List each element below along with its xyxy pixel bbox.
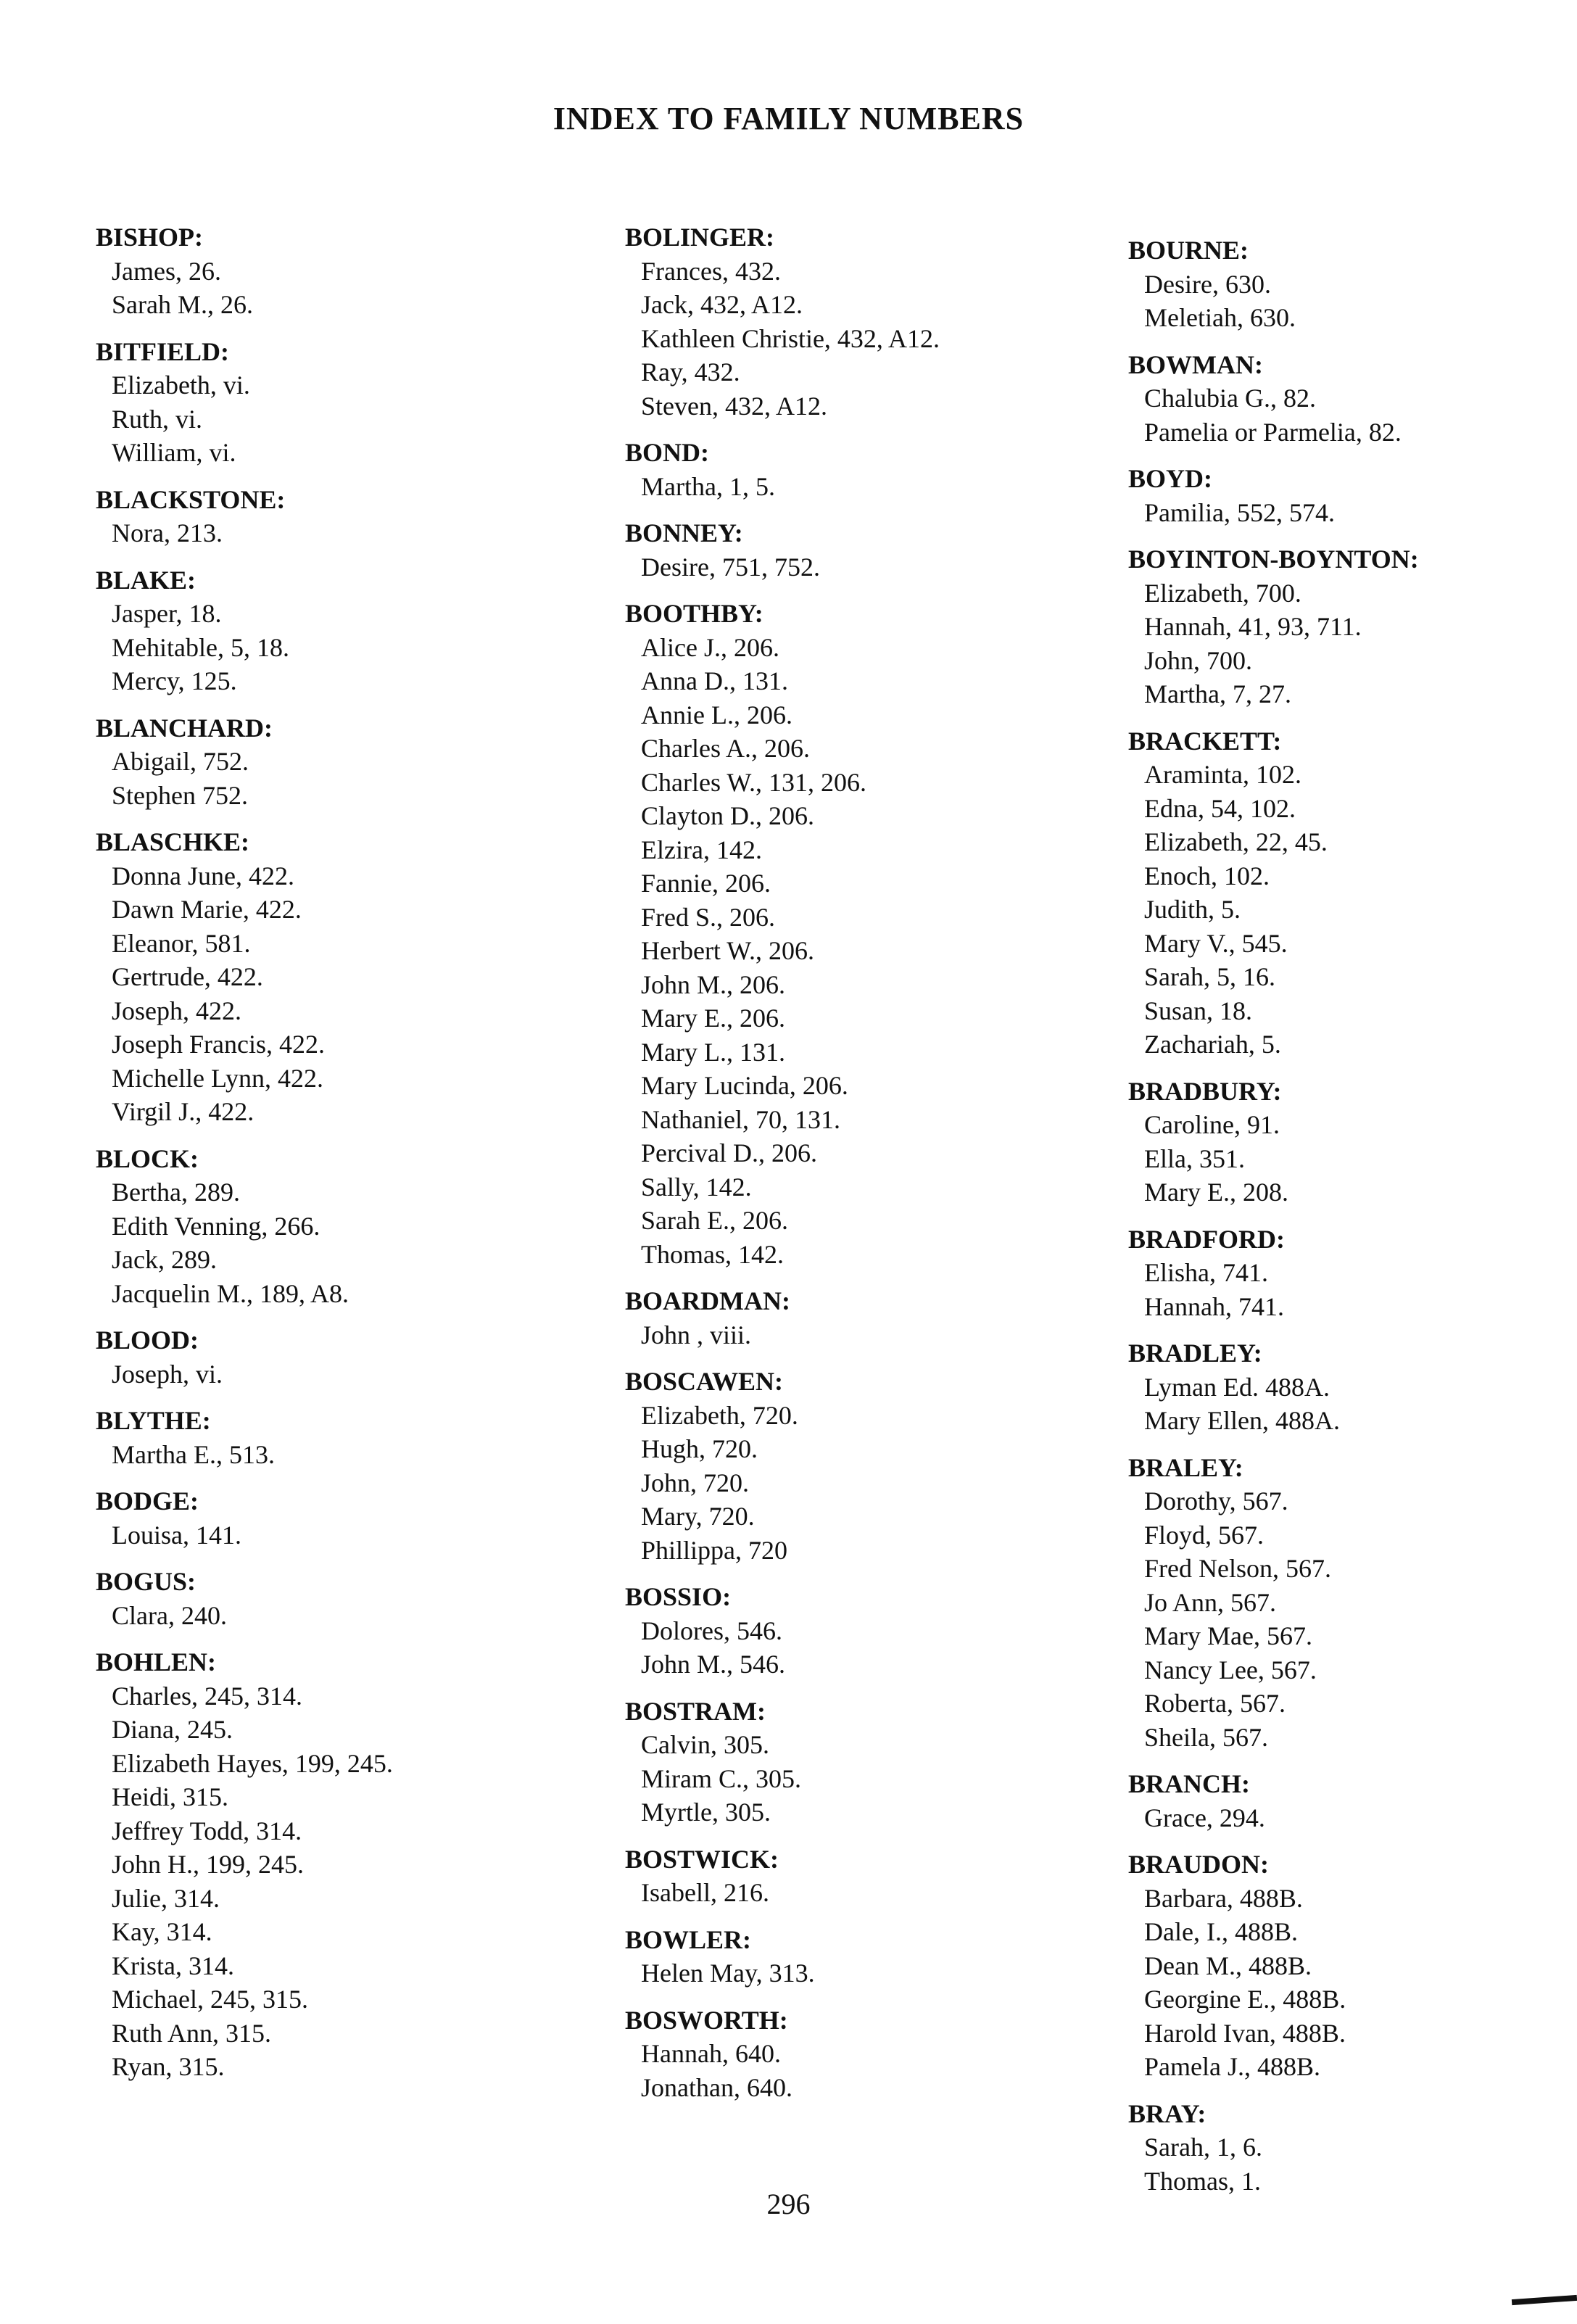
surname-heading: BOARDMAN: bbox=[625, 1286, 790, 1315]
surname-group bbox=[96, 335, 574, 470]
index-entry: Susan, 18. bbox=[1144, 996, 1253, 1025]
surname-group bbox=[96, 825, 574, 1129]
index-entry: Mary E., 206. bbox=[641, 1004, 785, 1033]
surname-group bbox=[1128, 2097, 1563, 2199]
surname-heading: BITFIELD: bbox=[96, 336, 230, 366]
page-number: 296 bbox=[766, 2188, 811, 2220]
surname-group bbox=[625, 1923, 1089, 1990]
index-entry: Kathleen Christie, 432, A12. bbox=[641, 323, 940, 353]
index-entry: Fred Nelson, 567. bbox=[1144, 1554, 1331, 1583]
surname-group bbox=[96, 1323, 574, 1391]
surname-group bbox=[1128, 1848, 1563, 2084]
surname-heading: BRAUDON: bbox=[1128, 1850, 1269, 1879]
index-entry: Herbert W., 206. bbox=[641, 936, 814, 965]
index-entry: Abigail, 752. bbox=[112, 747, 249, 776]
index-entry: Ella, 351. bbox=[1144, 1144, 1245, 1173]
surname-heading: BLAKE: bbox=[96, 565, 196, 595]
index-entry: Joseph, vi. bbox=[112, 1359, 223, 1389]
index-entry: Meletiah, 630. bbox=[1144, 303, 1296, 332]
index-entry: Eleanor, 581. bbox=[112, 928, 251, 958]
surname-heading: BOSCAWEN: bbox=[625, 1367, 784, 1396]
index-entry: Elizabeth, vi. bbox=[112, 371, 250, 400]
surname-group bbox=[1128, 1223, 1563, 1324]
index-entry: John , viii. bbox=[641, 1320, 752, 1349]
surname-group bbox=[625, 1365, 1089, 1567]
surname-heading: BOGUS: bbox=[96, 1567, 196, 1596]
index-entry: Julie, 314. bbox=[112, 1883, 220, 1913]
surname-group bbox=[1128, 1336, 1563, 1438]
index-entry: Michael, 245, 315. bbox=[112, 1985, 308, 2014]
index-entry: Mary, 720. bbox=[641, 1502, 755, 1531]
index-entry: Elizabeth, 700. bbox=[1144, 578, 1301, 608]
index-entry: Louisa, 141. bbox=[112, 1520, 241, 1550]
index-entry: Georgine E., 488B. bbox=[1144, 1985, 1346, 2014]
index-entry: Jack, 432, A12. bbox=[641, 290, 803, 319]
index-entry: Nora, 213. bbox=[112, 518, 223, 547]
surname-heading: BRADBURY: bbox=[1128, 1076, 1282, 1106]
index-entry: Dale, I., 488B. bbox=[1144, 1917, 1298, 1946]
index-entry: Ruth Ann, 315. bbox=[112, 2018, 272, 2048]
index-column-3 bbox=[1128, 233, 1563, 2211]
surname-heading: BLACKSTONE: bbox=[96, 484, 286, 514]
index-entry: Steven, 432, A12. bbox=[641, 391, 827, 421]
index-entry: Sarah M., 26. bbox=[112, 290, 253, 319]
surname-group bbox=[96, 711, 574, 813]
index-entry: Kay, 314. bbox=[112, 1917, 212, 1946]
index-entry: Elizabeth, 720. bbox=[641, 1400, 798, 1430]
index-entry: William, vi. bbox=[112, 438, 236, 467]
surname-heading: BOOTHBY: bbox=[625, 599, 763, 628]
surname-group bbox=[96, 1565, 574, 1632]
surname-heading: BODGE: bbox=[96, 1486, 199, 1515]
surname-group bbox=[96, 220, 574, 322]
surname-group bbox=[625, 436, 1089, 503]
surname-heading: BRAY: bbox=[1128, 2098, 1206, 2128]
index-entry: Mercy, 125. bbox=[112, 666, 237, 695]
index-entry: Barbara, 488B. bbox=[1144, 1883, 1303, 1913]
index-entry: John, 720. bbox=[641, 1468, 750, 1497]
index-entry: Jack, 289. bbox=[112, 1245, 217, 1274]
index-entry: Martha E., 513. bbox=[112, 1439, 275, 1469]
index-entry: Zachariah, 5. bbox=[1144, 1030, 1281, 1059]
surname-group bbox=[96, 1142, 574, 1311]
index-entry: Harold Ivan, 488B. bbox=[1144, 2018, 1346, 2048]
index-entry: Dawn Marie, 422. bbox=[112, 895, 302, 924]
index-entry: Pamilia, 552, 574. bbox=[1144, 497, 1335, 527]
index-entry: Edith Venning, 266. bbox=[112, 1211, 320, 1241]
index-entry: Hannah, 741. bbox=[1144, 1291, 1284, 1321]
index-entry: Nathaniel, 70, 131. bbox=[641, 1104, 840, 1134]
index-entry: Myrtle, 305. bbox=[641, 1798, 771, 1827]
index-entry: Grace, 294. bbox=[1144, 1803, 1265, 1832]
surname-group bbox=[625, 1580, 1089, 1682]
index-entry: Desire, 630. bbox=[1144, 269, 1271, 299]
surname-group bbox=[1128, 724, 1563, 1062]
index-entry: Judith, 5. bbox=[1144, 895, 1241, 924]
index-entry: Helen May, 313. bbox=[641, 1959, 815, 1988]
index-entry: Donna June, 422. bbox=[112, 861, 294, 890]
surname-group bbox=[1128, 233, 1563, 335]
index-entry: John M., 206. bbox=[641, 969, 786, 999]
index-entry: Ray, 432. bbox=[641, 357, 740, 386]
index-entry: Mary Mae, 567. bbox=[1144, 1621, 1312, 1650]
index-entry: Elzira, 142. bbox=[641, 835, 762, 864]
index-entry: Mary V., 545. bbox=[1144, 928, 1288, 958]
surname-group bbox=[96, 563, 574, 698]
surname-heading: BOLINGER: bbox=[625, 223, 775, 252]
index-entry: Heidi, 315. bbox=[112, 1782, 228, 1811]
index-entry: Sarah, 1, 6. bbox=[1144, 2133, 1262, 2162]
index-entry: Martha, 7, 27. bbox=[1144, 679, 1291, 708]
index-entry: Araminta, 102. bbox=[1144, 760, 1301, 789]
index-entry: Frances, 432. bbox=[641, 256, 781, 286]
index-entry: Charles W., 131, 206. bbox=[641, 767, 866, 797]
surname-group bbox=[625, 220, 1089, 423]
surname-heading: BRADLEY: bbox=[1128, 1339, 1262, 1368]
index-entry: Elisha, 741. bbox=[1144, 1258, 1268, 1287]
index-entry: John H., 199, 245. bbox=[112, 1850, 305, 1879]
surname-heading: BOWLER: bbox=[625, 1924, 752, 1954]
index-entry: Martha, 1, 5. bbox=[641, 471, 775, 501]
surname-heading: BOSTWICK: bbox=[625, 1844, 779, 1874]
index-entry: Caroline, 91. bbox=[1144, 1110, 1280, 1139]
index-entry: Miram C., 305. bbox=[641, 1763, 801, 1793]
index-column-1 bbox=[96, 220, 574, 2097]
index-entry: Chalubia G., 82. bbox=[1144, 384, 1316, 413]
index-entry: Thomas, 142. bbox=[641, 1239, 784, 1269]
index-entry: Diana, 245. bbox=[112, 1715, 233, 1744]
index-entry: Calvin, 305. bbox=[641, 1730, 769, 1759]
index-entry: Stephen 752. bbox=[112, 780, 248, 810]
index-entry: Mehitable, 5, 18. bbox=[112, 632, 289, 662]
index-entry: Charles, 245, 314. bbox=[112, 1681, 302, 1711]
index-entry: Sheila, 567. bbox=[1144, 1722, 1268, 1752]
index-entry: Fannie, 206. bbox=[641, 869, 771, 898]
index-entry: Mary Ellen, 488A. bbox=[1144, 1406, 1340, 1435]
index-entry: Hannah, 640. bbox=[641, 2039, 781, 2068]
index-entry: Jasper, 18. bbox=[112, 599, 222, 628]
index-entry: Dolores, 546. bbox=[641, 1616, 782, 1645]
scan-edge-mark bbox=[1512, 2295, 1577, 2305]
index-entry: Clayton D., 206. bbox=[641, 801, 814, 830]
index-entry: Clara, 240. bbox=[112, 1600, 227, 1630]
index-entry: James, 26. bbox=[112, 256, 221, 286]
index-entry: Pamela J., 488B. bbox=[1144, 2052, 1320, 2081]
surname-group bbox=[1128, 348, 1563, 450]
index-entry: Dorothy, 567. bbox=[1144, 1486, 1288, 1515]
index-entry: Percival D., 206. bbox=[641, 1138, 817, 1167]
index-entry: Sally, 142. bbox=[641, 1172, 752, 1202]
index-entry: Mary Lucinda, 206. bbox=[641, 1071, 848, 1100]
surname-heading: BLYTHE: bbox=[96, 1406, 211, 1435]
index-entry: Ruth, vi. bbox=[112, 404, 203, 434]
index-entry: Phillippa, 720 bbox=[641, 1535, 788, 1565]
surname-group bbox=[625, 1284, 1089, 1352]
index-entry: Hugh, 720. bbox=[641, 1434, 758, 1463]
surname-group bbox=[1128, 542, 1563, 711]
surname-group bbox=[625, 1695, 1089, 1829]
index-entry: Sarah E., 206. bbox=[641, 1206, 788, 1235]
surname-heading: BOYD: bbox=[1128, 464, 1212, 493]
surname-heading: BLANCHARD: bbox=[96, 713, 273, 743]
index-entry: Dean M., 488B. bbox=[1144, 1951, 1312, 1980]
index-entry: Elizabeth Hayes, 199, 245. bbox=[112, 1748, 393, 1778]
index-entry: Alice J., 206. bbox=[641, 632, 779, 662]
index-entry: Sarah, 5, 16. bbox=[1144, 962, 1275, 991]
index-entry: Isabell, 216. bbox=[641, 1878, 769, 1907]
index-entry: Roberta, 567. bbox=[1144, 1689, 1286, 1718]
surname-group bbox=[625, 1843, 1089, 1910]
index-entry: Anna D., 131. bbox=[641, 666, 788, 695]
index-entry: Mary L., 131. bbox=[641, 1037, 785, 1067]
surname-group bbox=[625, 516, 1089, 584]
surname-group bbox=[1128, 462, 1563, 529]
index-entry: Jo Ann, 567. bbox=[1144, 1587, 1277, 1617]
index-entry: Jeffrey Todd, 314. bbox=[112, 1816, 302, 1845]
surname-heading: BOYINTON-BOYNTON: bbox=[1128, 545, 1419, 574]
index-entry: Virgil J., 422. bbox=[112, 1097, 254, 1126]
surname-heading: BISHOP: bbox=[96, 223, 204, 252]
surname-heading: BOSWORTH: bbox=[625, 2005, 788, 2035]
index-entry: Hannah, 41, 93, 711. bbox=[1144, 612, 1362, 641]
surname-heading: BRALEY: bbox=[1128, 1452, 1243, 1482]
surname-heading: BONNEY: bbox=[625, 518, 743, 547]
index-entry: Michelle Lynn, 422. bbox=[112, 1063, 323, 1093]
index-entry: Fred S., 206. bbox=[641, 902, 776, 932]
surname-group bbox=[96, 1645, 574, 2084]
surname-heading: BRACKETT: bbox=[1128, 726, 1282, 756]
surname-heading: BOSTRAM: bbox=[625, 1696, 766, 1726]
surname-heading: BOSSIO: bbox=[625, 1582, 732, 1611]
surname-heading: BOHLEN: bbox=[96, 1647, 217, 1676]
page-title: INDEX TO FAMILY NUMBERS bbox=[552, 101, 1025, 136]
surname-heading: BOND: bbox=[625, 438, 709, 467]
index-entry: Elizabeth, 22, 45. bbox=[1144, 827, 1328, 856]
index-entry: Thomas, 1. bbox=[1144, 2166, 1261, 2196]
index-entry: Joseph Francis, 422. bbox=[112, 1030, 325, 1059]
index-entry: Enoch, 102. bbox=[1144, 861, 1270, 890]
index-entry: Mary E., 208. bbox=[1144, 1178, 1288, 1207]
surname-group bbox=[96, 1404, 574, 1471]
index-entry: Floyd, 567. bbox=[1144, 1520, 1265, 1550]
surname-heading: BOURNE: bbox=[1128, 236, 1249, 265]
index-entry: Joseph, 422. bbox=[112, 996, 241, 1025]
surname-group bbox=[625, 597, 1089, 1271]
surname-group bbox=[96, 1484, 574, 1552]
index-entry: John M., 546. bbox=[641, 1650, 786, 1679]
surname-group bbox=[1128, 1451, 1563, 1755]
surname-heading: BOWMAN: bbox=[1128, 350, 1263, 379]
index-entry: John, 700. bbox=[1144, 645, 1253, 675]
index-entry: Jacquelin M., 189, A8. bbox=[112, 1278, 349, 1308]
index-entry: Nancy Lee, 567. bbox=[1144, 1655, 1317, 1684]
index-entry: Edna, 54, 102. bbox=[1144, 793, 1296, 823]
index-entry: Charles A., 206. bbox=[641, 734, 810, 763]
index-entry: Krista, 314. bbox=[112, 1951, 234, 1980]
index-entry: Pamelia or Parmelia, 82. bbox=[1144, 417, 1402, 447]
surname-heading: BLOCK: bbox=[96, 1144, 199, 1173]
index-entry: Desire, 751, 752. bbox=[641, 552, 820, 582]
index-entry: Ryan, 315. bbox=[112, 2052, 225, 2081]
index-entry: Gertrude, 422. bbox=[112, 962, 263, 991]
index-entry: Lyman Ed. 488A. bbox=[1144, 1372, 1330, 1402]
surname-group bbox=[96, 483, 574, 550]
index-column-2 bbox=[625, 220, 1089, 2117]
index-entry: Bertha, 289. bbox=[112, 1178, 240, 1207]
surname-heading: BRANCH: bbox=[1128, 1769, 1250, 1798]
surname-heading: BLASCHKE: bbox=[96, 827, 250, 856]
surname-group bbox=[1128, 1767, 1563, 1835]
surname-heading: BRADFORD: bbox=[1128, 1224, 1285, 1254]
index-entry: Annie L., 206. bbox=[641, 700, 792, 729]
surname-group bbox=[1128, 1075, 1563, 1209]
index-entry: Jonathan, 640. bbox=[641, 2072, 792, 2102]
surname-heading: BLOOD: bbox=[96, 1326, 199, 1355]
surname-group bbox=[625, 2003, 1089, 2105]
